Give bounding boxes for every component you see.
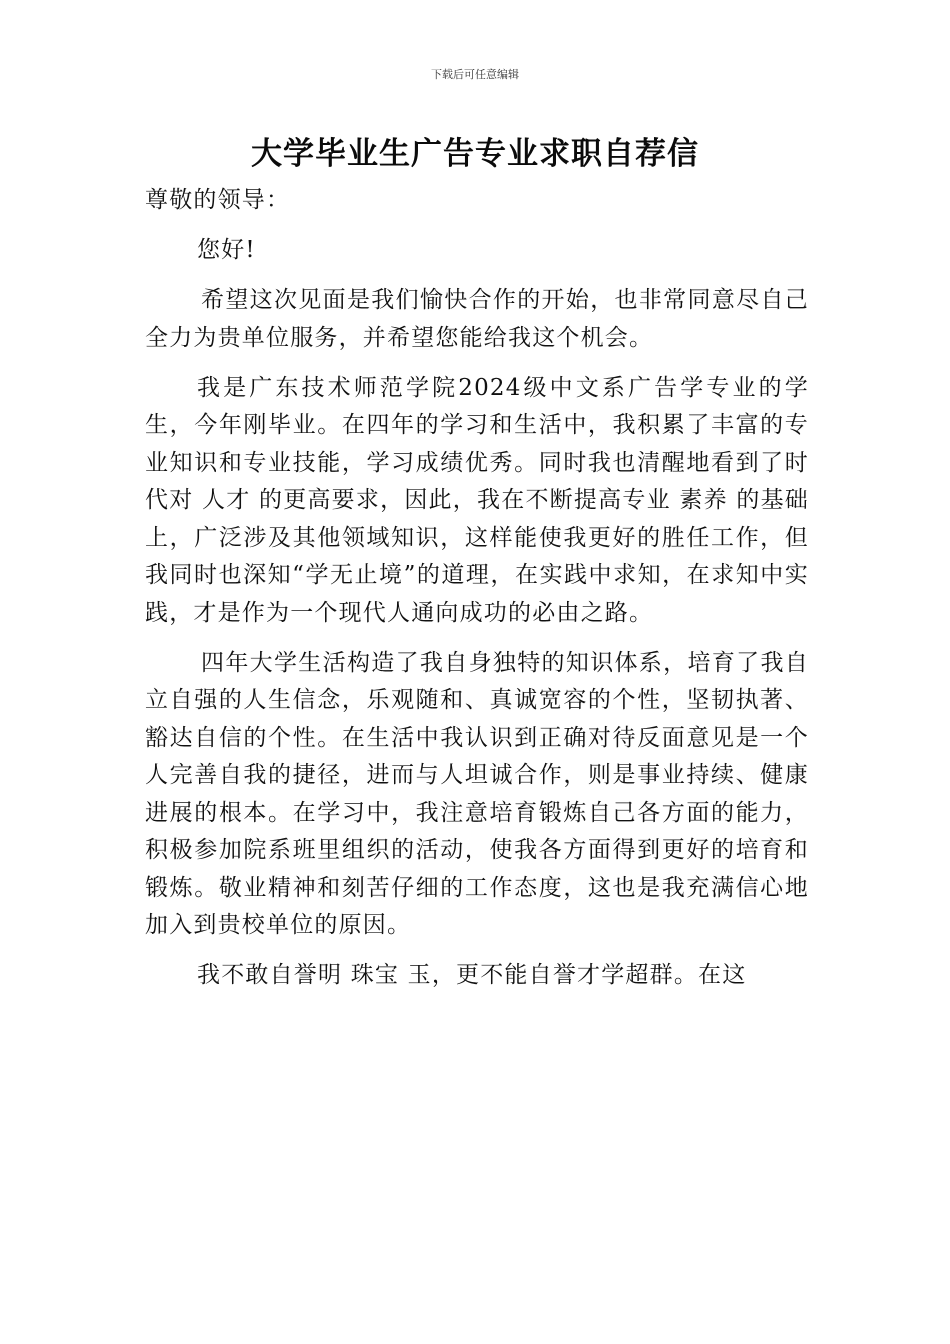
paragraph-3: 四年大学生活构造了我自身独特的知识体系，培育了我自立自强的人生信念，乐观随和、真诚宽容的个性，坚韧执著、豁达自信的个性。在生活中我认识到正确对待反面意见是一个人完善自我的捷径，进而与人坦诚合作，则是事业持续、健康进展的根本。在学习中，我注意培育锻炼自己各方面的能力，积极参加院系班里组织的活动，使我各方面得到更好的培育和锻炼。敬业精神和刻苦仔细的工作态度，这也是我充满信心地加入到贵校单位的原因。	[145, 649, 809, 938]
paragraph-2: 我是广东技术师范学院2024级中文系广告学专业的学生，今年刚毕业。在四年的学习和生活中，我积累了丰富的专业知识和专业技能，学习成绩优秀。同时我也清醒地看到了时代对 人才 的更高要求，因此，我在不断提高专业 素养 的基础上，广泛涉及其他领域知识，这样能使我更好的胜任工作，但我同时也深知“学无止境”的道理，在实践中求知，在求知中实践，才是作为一个现代人通向成功的必由之路。	[145, 374, 809, 626]
header-note: 下载后可任意编辑	[431, 68, 519, 81]
paragraph-4: 我不敢自誉明 珠宝 玉，更不能自誉才学超群。在这	[197, 962, 747, 988]
paragraph-1: 希望这次见面是我们愉快合作的开始，也非常同意尽自己全力为贵单位服务，并希望您能给我这个机会。	[145, 287, 809, 351]
letter-body	[145, 182, 809, 1007]
greeting: 您好!	[197, 237, 256, 263]
salutation: 尊敬的领导：	[145, 187, 291, 213]
document-title: 大学毕业生广告专业求职自荐信	[251, 136, 699, 172]
